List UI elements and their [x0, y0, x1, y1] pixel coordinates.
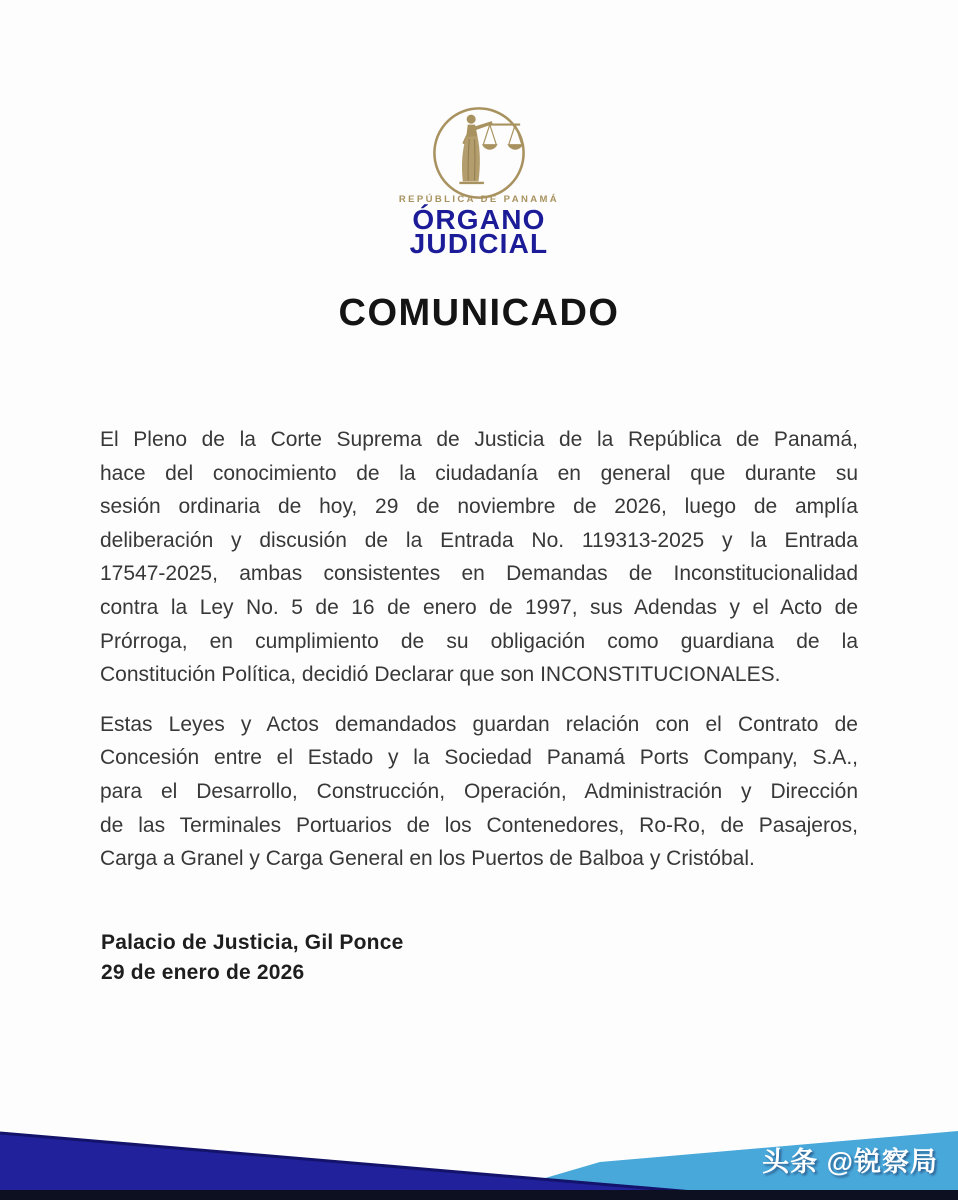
text-line: Estas Leyes y Actos demandados guardan relación con el Contrato de — [100, 712, 858, 736]
lady-justice-scales-icon — [430, 104, 528, 202]
text-line: El Pleno de la Corte Suprema de Justicia de la República de Panamá, — [100, 428, 858, 451]
signature-block — [101, 928, 403, 988]
page-title: COMUNICADO — [338, 292, 620, 334]
org-name-line2: JUDICIAL — [409, 227, 549, 259]
text-line: contra la Ley No. 5 de 16 de enero de 1997, sus Adendas y el Acto de — [100, 595, 858, 619]
country-label: REPÚBLICA DE PANAMÁ — [398, 194, 560, 205]
judicial-logo — [0, 104, 958, 259]
text-line: deliberación y discusión de la Entrada No. 119313-2025 y la Entrada — [100, 528, 858, 552]
body-paragraph — [100, 708, 858, 876]
footer-bottom-bar — [0, 1190, 958, 1200]
org-name-line1: ÓRGANO — [412, 204, 546, 235]
text-line: Constitución Política, decidió Declarar que son INCONSTITUCIONALES. — [100, 663, 781, 687]
text-line: para el Desarrollo, Construcción, Operación, Administración y Dirección — [100, 779, 858, 803]
text-line: Carga a Granel y Carga General en los Puertos de Balboa y Cristóbal. — [100, 847, 755, 871]
text-line: Concesión entre el Estado y la Sociedad Panamá Ports Company, S.A., — [100, 746, 858, 770]
text-line: sesión ordinaria de hoy, 29 de noviembre de 2026, luego de amplía — [100, 495, 858, 519]
watermark: 头条 @锐察局 — [762, 1147, 938, 1177]
document-body — [100, 423, 858, 892]
text-line: de las Terminales Portuarios de los Contenedores, Ro-Ro, de Pasajeros, — [100, 813, 858, 837]
signature-place: Palacio de Justicia, Gil Ponce — [101, 931, 404, 954]
signature-date: 29 de enero de 2026 — [101, 961, 305, 984]
text-line: hace del conocimiento de la ciudadanía en general que durante su — [100, 461, 858, 485]
org-name — [409, 204, 549, 259]
text-line: Prórroga, en cumplimiento de su obligación como guardiana de la — [100, 629, 858, 653]
text-line: 17547-2025, ambas consistentes en Demandas de Inconstitucionalidad — [100, 562, 858, 586]
body-paragraph — [100, 423, 858, 692]
